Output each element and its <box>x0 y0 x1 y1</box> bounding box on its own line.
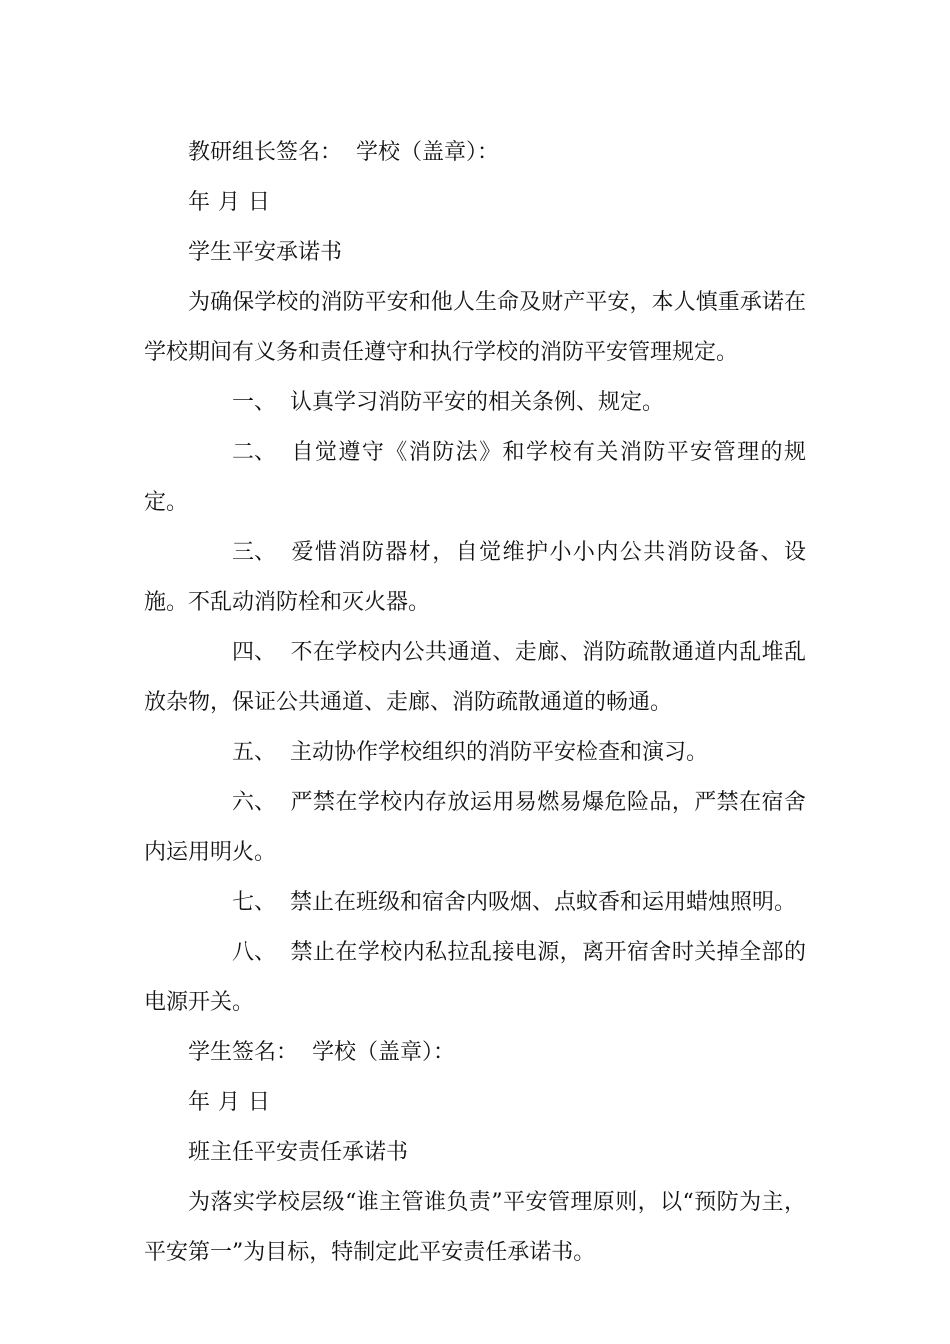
pledge-item-number: 五、 <box>232 740 277 765</box>
date-year: 年 <box>188 1090 211 1115</box>
pledge-item <box>144 628 806 728</box>
school-seal-label: 学校（盖章）： <box>312 1040 456 1065</box>
signature-line-group-leader <box>144 128 806 178</box>
date-day: 日 <box>248 190 271 215</box>
pledge-item <box>144 928 806 1028</box>
pledge-item-number: 二、 <box>232 440 277 465</box>
document-body <box>144 128 806 1278</box>
pledge-item-number: 四、 <box>232 640 277 665</box>
date-line <box>144 178 806 228</box>
teacher-pledge-intro: 为落实学校层级“谁主管谁负责”平安管理原则，以“预防为主，平安第一”为目标，特制定此平安责任承诺书。 <box>144 1190 806 1265</box>
pledge-item-text: 严禁在学校内存放运用易燃易爆危险品，严禁在宿舍内运用明火。 <box>144 790 806 865</box>
pledge-item-number: 一、 <box>232 390 277 415</box>
pledge-item-number: 七、 <box>232 890 277 915</box>
pledge-item-text: 自觉遵守《消防法》和学校有关消防平安管理的规定。 <box>144 440 806 515</box>
group-leader-signature-label: 教研组长签名： <box>188 140 343 165</box>
pledge-item <box>144 728 806 778</box>
pledge-item-text: 禁止在学校内私拉乱接电源，离开宿舍时关掉全部的电源开关。 <box>144 940 806 1015</box>
pledge-item-number: 三、 <box>232 540 277 565</box>
student-pledge-title: 学生平安承诺书 <box>188 240 343 265</box>
pledge-item-text: 不在学校内公共通道、走廊、消防疏散通道内乱堆乱放杂物，保证公共通道、走廊、消防疏散通道的畅通。 <box>144 640 806 715</box>
school-seal-label: 学校（盖章）： <box>356 140 500 165</box>
pledge-item <box>144 378 806 428</box>
pledge-item-number: 六、 <box>232 790 277 815</box>
pledge-item <box>144 778 806 878</box>
student-signature-label: 学生签名： <box>188 1040 299 1065</box>
pledge-item-text: 禁止在班级和宿舍内吸烟、点蚊香和运用蜡烛照明。 <box>290 890 797 915</box>
pledge-item-number: 八、 <box>232 940 277 965</box>
date-month: 月 <box>218 1090 241 1115</box>
pledge-item <box>144 528 806 628</box>
pledge-item-text: 认真学习消防平安的相关条例、规定。 <box>290 390 665 415</box>
signature-line-student <box>144 1028 806 1078</box>
date-year: 年 <box>188 190 211 215</box>
teacher-pledge-title: 班主任平安责任承诺书 <box>188 1140 409 1165</box>
pledge-item-text: 主动协作学校组织的消防平安检查和演习。 <box>290 740 709 765</box>
pledge-item-text: 爱惜消防器材，自觉维护小小内公共消防设备、设施。不乱动消防栓和灭火器。 <box>144 540 806 615</box>
pledge-item <box>144 878 806 928</box>
date-line <box>144 1078 806 1128</box>
date-month: 月 <box>218 190 241 215</box>
pledge-item <box>144 428 806 528</box>
date-day: 日 <box>248 1090 271 1115</box>
student-pledge-intro: 为确保学校的消防平安和他人生命及财产平安，本人慎重承诺在学校期间有义务和责任遵守和执行学校的消防平安管理规定。 <box>144 290 806 365</box>
